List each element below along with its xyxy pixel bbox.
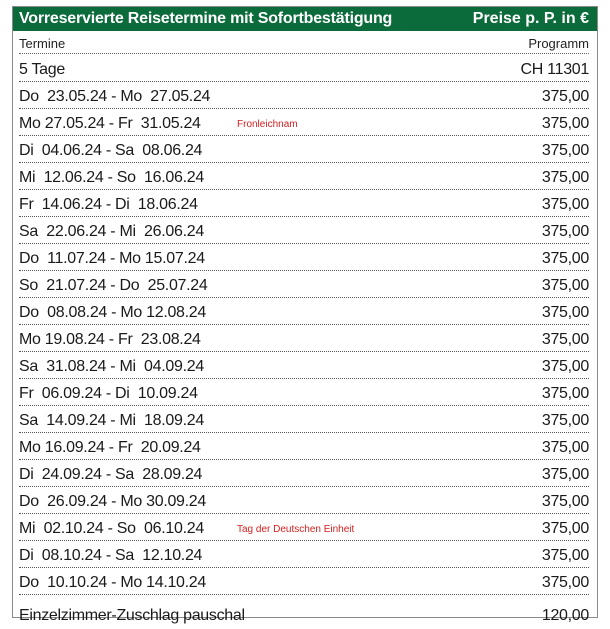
table-row: [19, 379, 589, 406]
supplement-label: Einzelzimmer-Zuschlag pauschal: [19, 607, 245, 624]
date-range: So 21.07.24 - Do 25.07.24: [19, 277, 208, 294]
table-row: [19, 406, 589, 433]
table-row: [19, 460, 589, 487]
price: 375,00: [541, 385, 589, 402]
supplement-row: [19, 601, 589, 629]
price: 375,00: [541, 547, 589, 564]
date-range: Mo 27.05.24 - Fr 31.05.24: [19, 115, 201, 132]
table-row: [19, 136, 589, 163]
date-range: Di 04.06.24 - Sa 08.06.24: [19, 142, 203, 159]
price: 375,00: [541, 466, 589, 483]
date-range: Do 10.10.24 - Mo 14.10.24: [19, 574, 206, 591]
column-headers: [19, 33, 589, 54]
price: 375,00: [541, 493, 589, 510]
price: 375,00: [541, 142, 589, 159]
price: 375,00: [541, 331, 589, 348]
table-row: [19, 217, 589, 244]
table-row: [19, 514, 589, 541]
date-range: Fr 06.09.24 - Di 10.09.24: [19, 385, 198, 402]
price-table: [12, 6, 598, 624]
price: 375,00: [541, 439, 589, 456]
price: 375,00: [541, 520, 589, 537]
holiday-note: Tag der Deutschen Einheit: [237, 524, 355, 535]
date-range: Sa 14.09.24 - Mi 18.09.24: [19, 412, 204, 429]
date-range: Mo 19.08.24 - Fr 23.08.24: [19, 331, 201, 348]
date-range: Do 26.09.24 - Mo 30.09.24: [19, 493, 206, 510]
table-title: Vorreservierte Reisetermine mit Sofortbestätigung: [19, 10, 393, 27]
date-range: Do 23.05.24 - Mo 27.05.24: [19, 88, 211, 105]
date-range: Do 11.07.24 - Mo 15.07.24: [19, 250, 205, 267]
holiday-note: Fronleichnam: [237, 119, 298, 130]
price: 375,00: [541, 115, 589, 132]
table-row: [19, 82, 589, 109]
date-range: Mi 12.06.24 - So 16.06.24: [19, 169, 204, 186]
program-code: CH 11301: [520, 61, 589, 78]
price: 375,00: [541, 574, 589, 591]
table-row: [19, 487, 589, 514]
price: 375,00: [541, 223, 589, 240]
table-row: [19, 271, 589, 298]
table-header-bar: [13, 7, 597, 31]
date-range: Do 08.08.24 - Mo 12.08.24: [19, 304, 206, 321]
table-row: [19, 352, 589, 379]
date-range: Sa 22.06.24 - Mi 26.06.24: [19, 223, 204, 240]
price: 375,00: [541, 88, 589, 105]
date-range: Sa 31.08.24 - Mi 04.09.24: [19, 358, 204, 375]
price: 375,00: [541, 250, 589, 267]
price: 375,00: [541, 304, 589, 321]
price: 375,00: [541, 277, 589, 294]
table-row: [19, 433, 589, 460]
table-row: [19, 163, 589, 190]
date-range: Mo 16.09.24 - Fr 20.09.24: [19, 439, 201, 456]
price: 375,00: [541, 169, 589, 186]
table-row: [19, 190, 589, 217]
date-range: Fr 14.06.24 - Di 18.06.24: [19, 196, 198, 213]
price: 375,00: [541, 196, 589, 213]
duration-label: 5 Tage: [19, 61, 65, 78]
table-row: [19, 109, 589, 136]
table-row: [19, 541, 589, 568]
price: 375,00: [541, 412, 589, 429]
date-range: Di 08.10.24 - Sa 12.10.24: [19, 547, 203, 564]
table-row: [19, 244, 589, 271]
column-header-dates: Termine: [19, 36, 66, 51]
price-label: Preise p. P. in €: [472, 10, 589, 27]
duration-row: [19, 55, 589, 82]
table-row: [19, 325, 589, 352]
table-row: [19, 568, 589, 595]
date-range: Di 24.09.24 - Sa 28.09.24: [19, 466, 203, 483]
column-header-program: Programm: [528, 36, 589, 51]
table-row: [19, 298, 589, 325]
table-rows: [19, 63, 589, 629]
price: 375,00: [541, 358, 589, 375]
date-range: Mi 02.10.24 - So 06.10.24: [19, 520, 204, 537]
supplement-price: 120,00: [541, 607, 589, 624]
date-rows: [19, 82, 589, 595]
